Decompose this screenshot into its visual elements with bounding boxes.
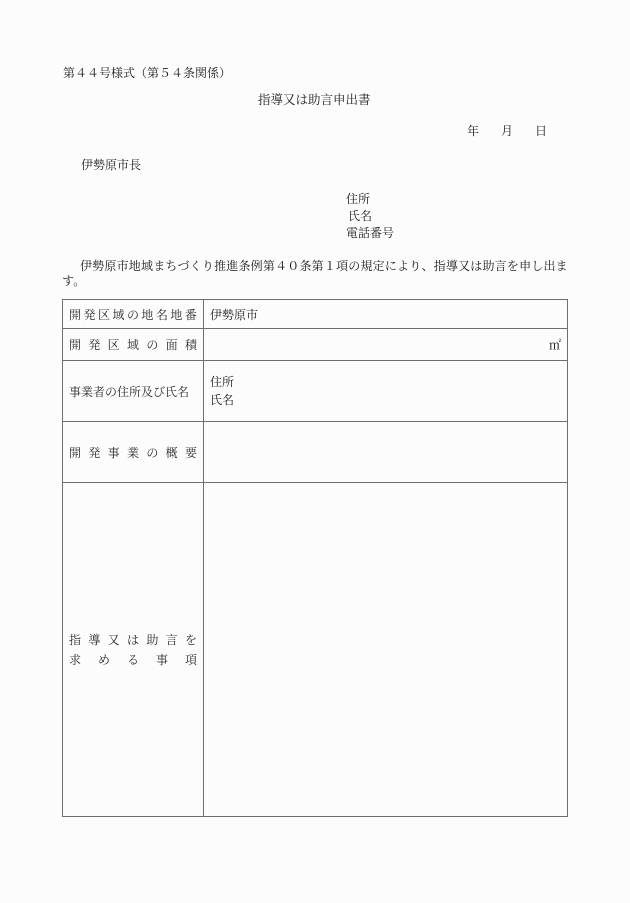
label-char: 業 bbox=[126, 445, 139, 460]
label-char: 区 bbox=[97, 307, 110, 322]
value-requested-matters[interactable] bbox=[204, 483, 568, 817]
label-text bbox=[69, 306, 203, 323]
label-text bbox=[69, 336, 203, 353]
operator-name-label: 氏名 bbox=[210, 393, 235, 407]
label-char: 導 bbox=[88, 633, 101, 647]
label-char: 名 bbox=[155, 307, 168, 322]
date-year-label: 年 bbox=[467, 124, 480, 138]
label-char: 発 bbox=[88, 445, 101, 460]
label-char: 事 bbox=[107, 445, 120, 460]
label-development-lot bbox=[63, 300, 204, 329]
label-char: 言 bbox=[165, 633, 178, 647]
label-char: は bbox=[126, 633, 139, 647]
applicant-block bbox=[346, 191, 394, 242]
application-form-table bbox=[62, 299, 568, 817]
body-text: 伊勢原市地域まちづくり推進条例第４０条第１項の規定により、指導又は助言を申し出ます。 bbox=[62, 259, 568, 288]
label-char: 求 bbox=[69, 653, 82, 667]
label-char: 項 bbox=[184, 653, 197, 667]
label-text: 事業者の住所及び氏名 bbox=[69, 384, 190, 399]
value-business-operator[interactable] bbox=[204, 361, 568, 422]
date-day-label: 日 bbox=[535, 124, 548, 138]
label-char: 地 bbox=[141, 307, 154, 322]
label-char: 指 bbox=[69, 633, 82, 647]
label-char: 域 bbox=[112, 307, 125, 322]
label-char: を bbox=[184, 633, 197, 647]
area-unit: ㎡ bbox=[548, 338, 561, 352]
table-row bbox=[63, 422, 568, 483]
label-char: め bbox=[97, 653, 110, 667]
form-number: 第４４号様式（第５４条関係） bbox=[63, 66, 232, 80]
document-title: 指導又は助言申出書 bbox=[258, 92, 371, 107]
table-row bbox=[63, 300, 568, 329]
table-row bbox=[63, 361, 568, 422]
label-char: 発 bbox=[88, 338, 101, 352]
label-char: 区 bbox=[107, 338, 120, 352]
label-development-area bbox=[63, 329, 204, 361]
label-business-operator bbox=[63, 361, 204, 422]
date-month-label: 月 bbox=[501, 124, 514, 138]
table-row bbox=[63, 483, 568, 817]
applicant-phone-label: 電話番号 bbox=[346, 226, 395, 240]
label-char: る bbox=[126, 653, 139, 667]
label-char: 開 bbox=[69, 445, 82, 460]
applicant-address-label: 住所 bbox=[346, 192, 371, 206]
label-char: 面 bbox=[165, 338, 178, 352]
value-development-area[interactable] bbox=[204, 329, 568, 361]
label-char: 開 bbox=[69, 338, 82, 352]
operator-address-label: 住所 bbox=[210, 375, 235, 389]
label-text bbox=[69, 631, 203, 668]
label-char: 番 bbox=[184, 307, 197, 322]
label-char: 助 bbox=[146, 633, 159, 647]
label-char: の bbox=[146, 445, 159, 460]
table-row bbox=[63, 329, 568, 361]
label-char: 事 bbox=[155, 653, 168, 667]
label-char: の bbox=[126, 307, 139, 322]
label-char: 地 bbox=[170, 307, 183, 322]
label-char: 開 bbox=[69, 307, 82, 322]
label-char: 積 bbox=[184, 338, 197, 352]
value-project-overview[interactable] bbox=[204, 422, 568, 483]
label-char: 域 bbox=[126, 338, 139, 352]
label-project-overview bbox=[63, 422, 204, 483]
label-char: 発 bbox=[83, 307, 96, 322]
label-requested-matters bbox=[63, 483, 204, 817]
addressee: 伊勢原市長 bbox=[81, 158, 142, 172]
label-char: 概 bbox=[165, 445, 178, 460]
label-char: 要 bbox=[184, 445, 197, 460]
value-development-lot[interactable]: 伊勢原市 bbox=[204, 300, 568, 329]
date-line bbox=[467, 122, 547, 139]
label-char: の bbox=[146, 338, 159, 352]
label-char: 又 bbox=[107, 633, 120, 647]
label-text bbox=[69, 444, 203, 461]
applicant-name-label: 氏名 bbox=[348, 209, 373, 223]
